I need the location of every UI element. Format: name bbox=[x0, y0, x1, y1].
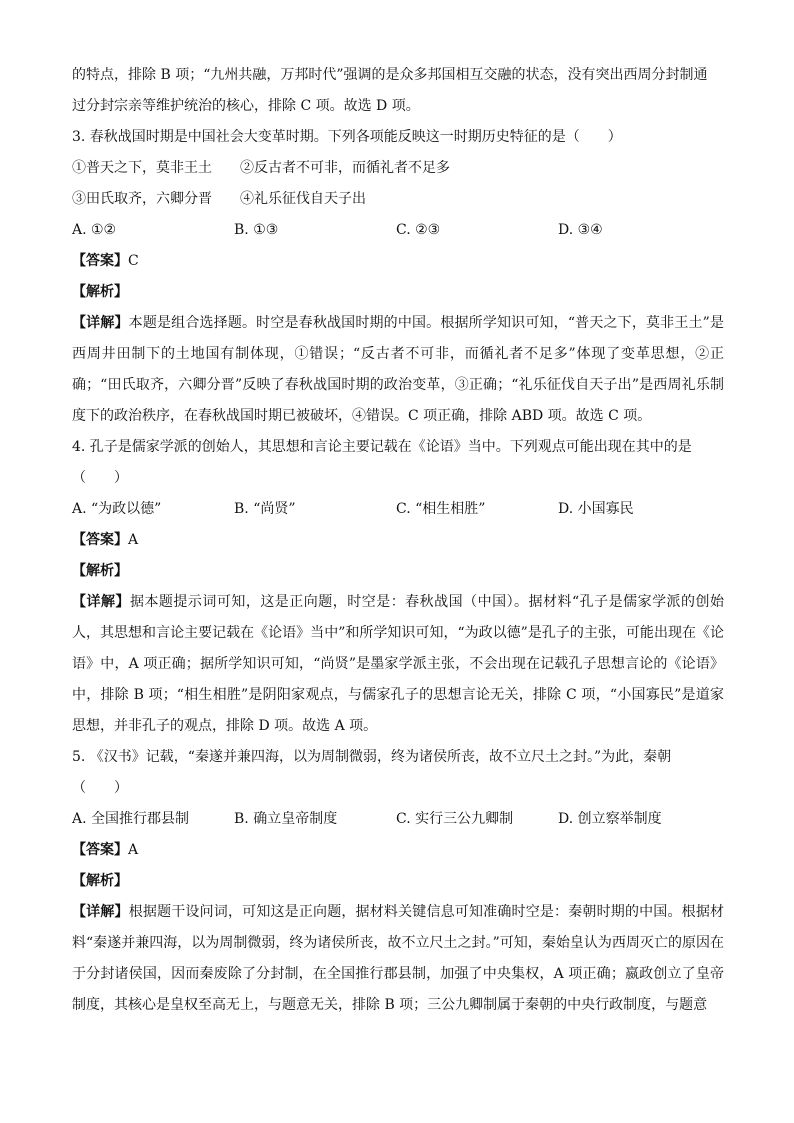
q5-option-a: A. 全国推行郡县制 bbox=[72, 811, 190, 827]
q3-detail-tag: 【详解】 bbox=[72, 315, 129, 331]
q4-detail bbox=[72, 587, 724, 742]
intro-line-1: 的特点，排除 B 项；“九州共融，万邦时代”强调的是众多邦国相互交融的状态，没有突出西周分封制通 bbox=[72, 67, 708, 83]
q4-stem-1: 4. 孔子是儒家学派的创始人，其思想和言论主要记载在《论语》当中。下列观点可能出现在其中的是 bbox=[72, 439, 692, 455]
q5-answer-tag: 【答案】 bbox=[72, 842, 128, 858]
q4-analysis-tag: 【解析】 bbox=[72, 563, 128, 579]
q4-detail-tag: 【详解】 bbox=[72, 594, 130, 610]
q4-answer bbox=[72, 525, 724, 556]
q4-option-a: A. “为政以德” bbox=[72, 501, 162, 517]
q4-answer-value: A bbox=[128, 532, 139, 548]
q4-answer-tag: 【答案】 bbox=[72, 532, 128, 548]
q5-answer-value: A bbox=[128, 842, 139, 858]
q5-detail-tag: 【详解】 bbox=[72, 904, 129, 920]
q3-answer bbox=[72, 246, 724, 277]
q5-options bbox=[72, 804, 724, 835]
q3-analysis-tag: 【解析】 bbox=[72, 284, 128, 300]
q5-stem-2: （ ） bbox=[72, 780, 128, 796]
q3-detail bbox=[72, 308, 724, 432]
q5-detail-text: 根据题干设问词，可知这是正向题，据材料关键信息可知准确时空是：秦朝时期的中国。根据材料“秦遂并兼四海，以为周制微弱，终为诸侯所丧，故不立尺土之封。”可知，秦始皇认为西周灭亡的原因在于分封诸侯国，因而秦废除了分封制，在全国推行郡县制，加强了中央集权，A 项正确；嬴政创立了皇帝制度，其核心是皇权至高无上，与题意无关，排除 B 项；三公九卿制属于秦朝的中央行政制度，与题意 bbox=[72, 904, 725, 1013]
q3-detail-text: 本题是组合选择题。时空是春秋战国时期的中国。根据所学知识可知，“普天之下，莫非王土”是西周井田制下的土地国有制体现，①错误；“反古者不可非，而循礼者不足多”体现了变革思想，②正确；“田氏取齐，六卿分晋”反映了春秋战国时期的政治变革，③正确；“礼乐征伐自天子出”是西周礼乐制度下的政治秩序，在春秋战国时期已被破坏，④错误。C 项正确，排除 ABD 项。故选 C 项。 bbox=[72, 315, 725, 424]
q3-stem: 3. 春秋战国时期是中国社会大变革时期。下列各项能反映这一时期历史特征的是（ ） bbox=[72, 129, 622, 145]
q4-stem-2: （ ） bbox=[72, 470, 128, 486]
q5-detail bbox=[72, 897, 724, 1021]
q3-statement-1: ①普天之下，莫非王土 ②反古者不可非，而循礼者不足多 bbox=[72, 160, 450, 176]
q5-stem-1: 5. 《汉书》记载，“秦遂并兼四海，以为周制微弱，终为诸侯所丧，故不立尺土之封。”为此，秦朝 bbox=[72, 749, 672, 765]
q5-option-b: B. 确立皇帝制度 bbox=[234, 811, 338, 827]
q4-option-d: D. 小国寡民 bbox=[558, 501, 634, 517]
q4-detail-text: 据本题提示词可知，这是正向题，时空是：春秋战国（中国）。据材料“孔子是儒家学派的创始人，其思想和言论主要记载在《论语》当中”和所学知识可知，“为政以德”是孔子的主张，可能出现在《论语》中，A 项正确；据所学知识可知，“尚贤”是墨家学派主张，不会出现在记载孔子思想言论的《论语》中，排除 B 项；“相生相胜”是阴阳家观点，与儒家孔子的思想言论无关，排除 C 项，“小国寡民”是道家思想，并非孔子的观点，排除 D 项。故选 A 项。 bbox=[72, 594, 725, 734]
q4-option-b: B. “尚贤” bbox=[234, 501, 296, 517]
q3-answer-value: C bbox=[128, 253, 139, 269]
q3-options bbox=[72, 215, 724, 246]
q3-option-c: C. ②③ bbox=[396, 222, 441, 238]
q5-option-c: C. 实行三公九卿制 bbox=[396, 811, 514, 827]
intro-line-2: 过分封宗亲等维护统治的核心，排除 C 项。故选 D 项。 bbox=[72, 98, 420, 114]
q3-option-a: A. ①② bbox=[72, 222, 117, 238]
document-page bbox=[72, 60, 724, 1021]
q5-option-d: D. 创立察举制度 bbox=[558, 811, 662, 827]
q3-option-b: B. ①③ bbox=[234, 222, 279, 238]
q5-analysis-tag: 【解析】 bbox=[72, 873, 128, 889]
q4-options bbox=[72, 494, 724, 525]
q3-option-d: D. ③④ bbox=[558, 222, 603, 238]
q3-answer-tag: 【答案】 bbox=[72, 253, 128, 269]
q3-statement-2: ③田氏取齐，六卿分晋 ④礼乐征伐自天子出 bbox=[72, 191, 366, 207]
q5-answer bbox=[72, 835, 724, 866]
q4-option-c: C. “相生相胜” bbox=[396, 501, 486, 517]
